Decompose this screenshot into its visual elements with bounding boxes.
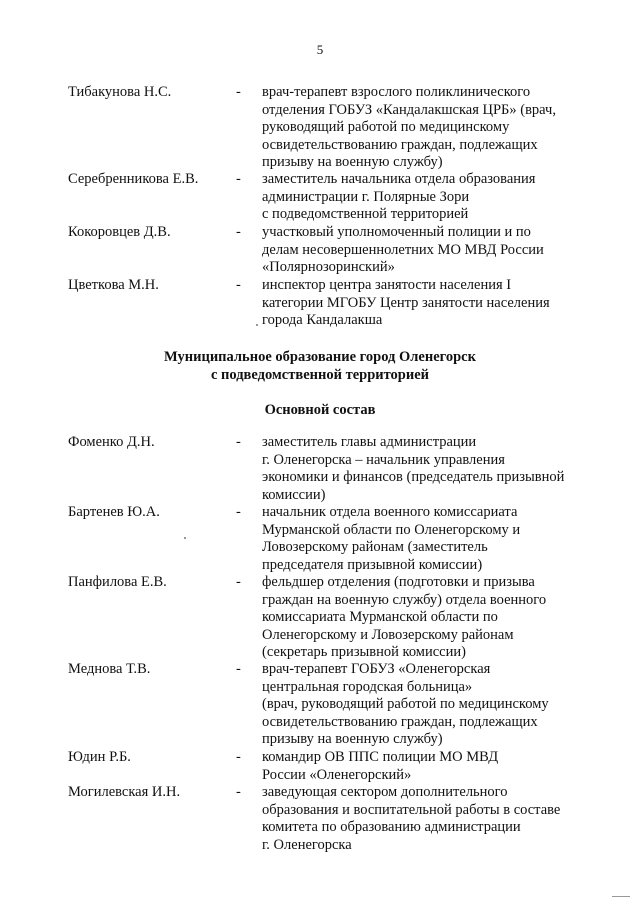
separator-dash: -	[236, 171, 241, 187]
member-position	[262, 434, 602, 504]
position-line: (врач, руководящий работой по медицинскому	[262, 696, 549, 712]
position-line: г. Оленегорска – начальник управления	[262, 451, 505, 468]
member-position	[262, 84, 602, 172]
member-name: Панфилова Е.В.	[68, 574, 167, 590]
position-line: центральная городская больница»	[262, 678, 473, 695]
position-line: Мурманской области по Оленегорскому и	[262, 521, 521, 538]
position-line: образования и воспитательной работы в составе	[262, 801, 561, 818]
scan-speck	[184, 537, 186, 539]
position-line: инспектор центра занятости населения I	[262, 277, 512, 293]
member-position	[262, 784, 602, 854]
position-line: врач-терапевт ГОБУЗ «Оленегорская	[262, 661, 491, 677]
member-position	[262, 171, 602, 224]
position-line: освидетельствованию граждан, подлежащих	[262, 136, 538, 153]
position-line: заместитель начальника отдела образования	[262, 171, 536, 187]
position-line: освидетельствованию граждан, подлежащих	[262, 713, 538, 730]
position-line: граждан на военную службу) отдела военного	[262, 591, 547, 608]
member-position	[262, 224, 602, 277]
separator-dash: -	[236, 434, 241, 450]
separator-dash: -	[236, 661, 241, 677]
position-line: делам несовершеннолетних МО МВД России	[262, 241, 544, 258]
member-name: Юдин Р.Б.	[68, 749, 131, 765]
position-line: призыву на военную службу)	[262, 731, 443, 747]
member-name: Тибакунова Н.С.	[68, 84, 172, 100]
separator-dash: -	[236, 784, 241, 800]
scan-speck	[256, 324, 258, 326]
separator-dash: -	[236, 749, 241, 765]
position-line: врач-терапевт взрослого поликлинического	[262, 84, 531, 100]
member-name: Меднова Т.В.	[68, 661, 151, 677]
position-line: категории МГОБУ Центр занятости населения	[262, 294, 550, 311]
position-line: Оленегорскому и Ловозерскому районам	[262, 626, 514, 643]
page-number: 5	[316, 42, 324, 57]
separator-dash: -	[236, 277, 241, 293]
member-position	[262, 661, 602, 749]
position-line: председателя призывной комиссии)	[262, 556, 483, 573]
position-line: России «Оленегорский»	[262, 766, 412, 783]
separator-dash: -	[236, 504, 241, 520]
position-line: комиссии)	[262, 486, 326, 503]
member-name: Кокоровцев Д.В.	[68, 224, 171, 240]
position-line: комитета по образованию администрации	[262, 819, 521, 835]
scan-edge-mark	[612, 896, 630, 897]
member-name: Фоменко Д.Н.	[68, 434, 155, 450]
position-line: заместитель главы администрации	[262, 434, 477, 450]
separator-dash: -	[236, 224, 241, 240]
position-line: с подведомственной территорией	[262, 206, 469, 222]
position-line: фельдшер отделения (подготовки и призыва	[262, 574, 535, 590]
position-line: отделения ГОБУЗ «Кандалакшская ЦРБ» (врач,	[262, 101, 556, 118]
member-position	[262, 749, 602, 784]
position-line: комиссариата Мурманской области по	[262, 609, 498, 625]
separator-dash: -	[236, 574, 241, 590]
member-position	[262, 504, 602, 574]
heading-line: с подведомственной территорией	[210, 367, 430, 383]
heading-line: Муниципальное образование город Оленегорск	[164, 349, 476, 365]
position-line: заведующая сектором дополнительного	[262, 784, 508, 800]
position-line: г. Оленегорска	[262, 836, 352, 853]
member-name: Серебренникова Е.В.	[68, 171, 199, 187]
separator-dash: -	[236, 84, 241, 100]
position-line: руководящий работой по медицинскому	[262, 119, 510, 135]
municipality-heading	[0, 348, 640, 384]
position-line: экономики и финансов (председатель призывной	[262, 469, 565, 485]
member-name: Могилевская И.Н.	[68, 784, 181, 800]
section-heading: Основной состав	[264, 402, 376, 418]
position-line: (секретарь призывной комиссии)	[262, 644, 466, 660]
position-line: начальник отдела военного комиссариата	[262, 504, 518, 520]
position-line: города Кандалакша	[262, 312, 383, 328]
member-position	[262, 277, 602, 330]
member-position	[262, 574, 602, 662]
position-line: администрации г. Полярные Зори	[262, 188, 470, 205]
member-name: Бартенев Ю.А.	[68, 504, 160, 520]
position-line: «Полярнозоринский»	[262, 259, 395, 275]
position-line: Ловозерскому районам (заместитель	[262, 539, 488, 555]
position-line: командир ОВ ППС полиции МО МВД	[262, 749, 499, 765]
position-line: призыву на военную службу)	[262, 154, 443, 170]
position-line: участковый уполномоченный полиции и по	[262, 224, 531, 240]
member-name: Цветкова М.Н.	[68, 277, 159, 293]
